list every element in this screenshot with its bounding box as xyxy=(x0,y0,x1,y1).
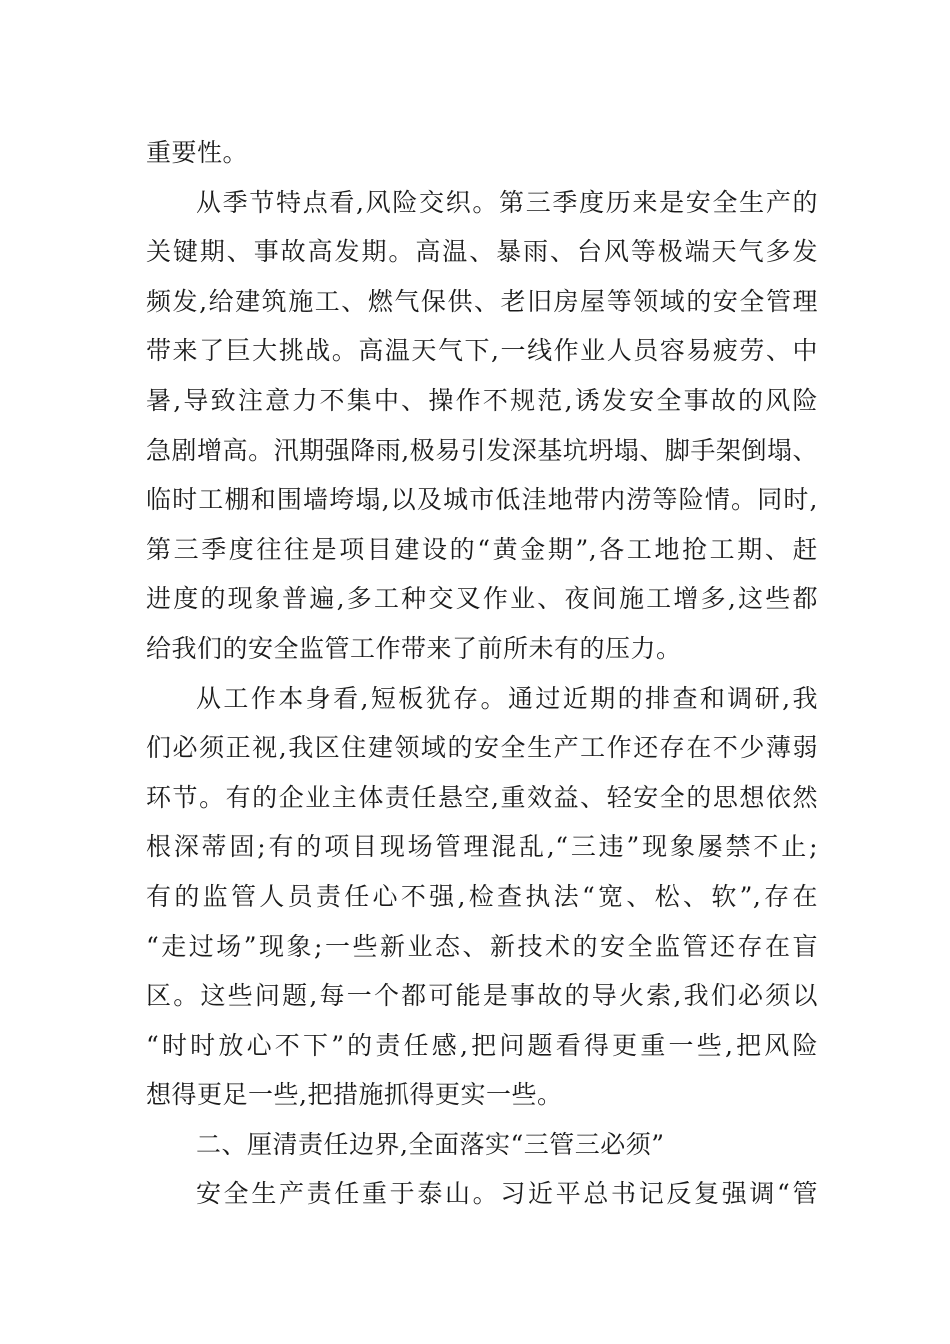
text-line: 临时工棚和围墙垮塌,以及城市低洼地带内涝等险情。同时, xyxy=(146,485,818,515)
text-line: 第三季度往往是项目建设的“黄金期”,各工地抢工期、赶 xyxy=(146,534,818,564)
body-text xyxy=(146,128,818,1219)
text-line: “走过场”现象;一些新业态、新技术的安全监管还存在盲 xyxy=(146,931,818,961)
text-line: 区。这些问题,每一个都可能是事故的导火索,我们必须以 xyxy=(146,981,818,1011)
text-line: 根深蒂固;有的项目现场管理混乱,“三违”现象屡禁不止; xyxy=(146,832,818,862)
text-line: 安全生产责任重于泰山。习近平总书记反复强调“管 xyxy=(196,1179,818,1209)
text-line: 从工作本身看,短板犹存。通过近期的排查和调研,我 xyxy=(196,683,818,713)
text-line: 给我们的安全监管工作带来了前所未有的压力。 xyxy=(146,633,682,663)
text-line: 关键期、事故高发期。高温、暴雨、台风等极端天气多发 xyxy=(146,237,818,267)
text-line: 带来了巨大挑战。高温天气下,一线作业人员容易疲劳、中 xyxy=(146,336,818,366)
text-line: 暑,导致注意力不集中、操作不规范,诱发安全事故的风险 xyxy=(146,385,818,415)
section-heading: 二、厘清责任边界,全面落实“三管三必须” xyxy=(196,1129,665,1159)
text-line: 急剧增高。汛期强降雨,极易引发深基坑坍塌、脚手架倒塌、 xyxy=(146,435,818,465)
text-line: 想得更足一些,把措施抓得更实一些。 xyxy=(146,1080,563,1110)
text-line: 从季节特点看,风险交织。第三季度历来是安全生产的 xyxy=(196,187,818,217)
text-line: 有的监管人员责任心不强,检查执法“宽、松、软”,存在 xyxy=(146,881,818,911)
text-line: 重要性。 xyxy=(146,138,249,167)
text-line: 们必须正视,我区住建领域的安全生产工作还存在不少薄弱 xyxy=(146,733,818,763)
text-line: 进度的现象普遍,多工种交叉作业、夜间施工增多,这些都 xyxy=(146,584,818,614)
text-line: 频发,给建筑施工、燃气保供、老旧房屋等领域的安全管理 xyxy=(146,286,818,316)
text-line: “时时放心不下”的责任感,把问题看得更重一些,把风险 xyxy=(146,1030,818,1060)
text-line: 环节。有的企业主体责任悬空,重效益、轻安全的思想依然 xyxy=(146,782,818,812)
